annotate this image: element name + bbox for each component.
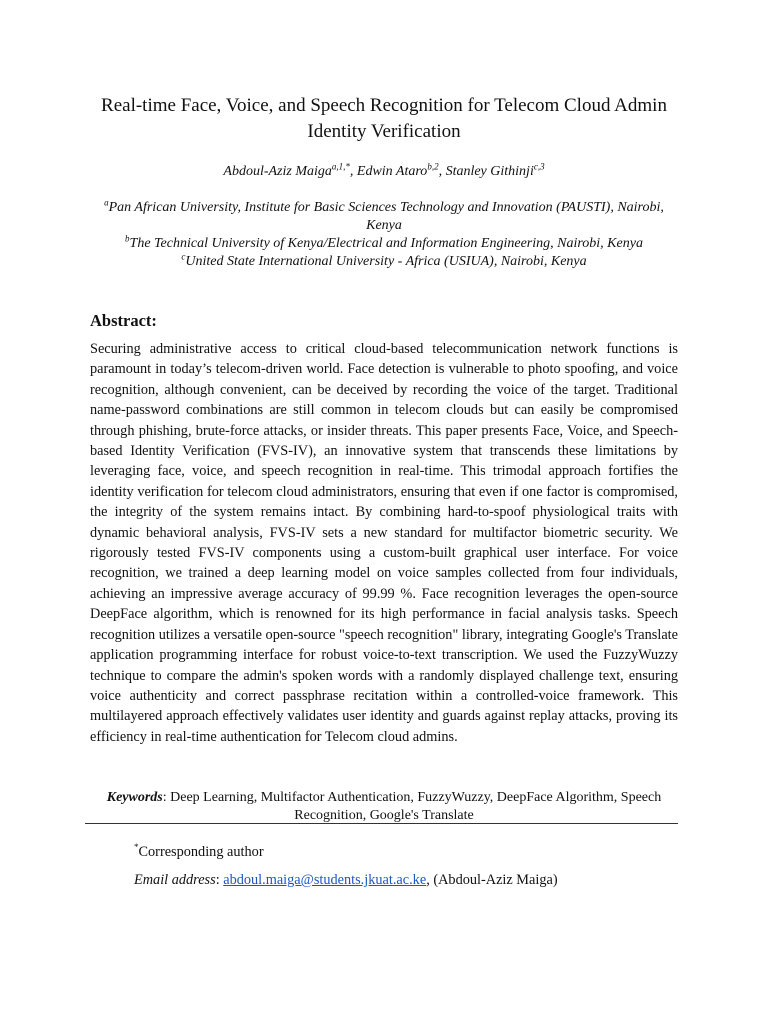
author-affiliation-mark: a,1,* [331, 161, 350, 172]
author-name: Edwin Ataro [356, 164, 428, 179]
affiliation-mark: c [181, 251, 186, 262]
affiliation-text: United State International University - Africa (USIUA), Nairobi, Kenya [185, 254, 587, 269]
author-affiliation-mark: b,2 [427, 161, 439, 172]
footnote-divider [85, 823, 678, 824]
abstract-heading: Abstract: [90, 311, 157, 330]
affiliation-list [90, 199, 678, 271]
email-separator: : [215, 872, 224, 888]
author-list: Abdoul-Aziz Maiga$^{a,1,*}$, Edwin Ataro$^{b,2}$, Stanley Githinji$^{c,3}$ [223, 161, 545, 179]
keywords-text: : Deep Learning, Multifactor Authentication, FuzzyWuzzy, DeepFace Algorithm, Speech Recognition, Google's Translate [162, 790, 662, 823]
email-line [134, 871, 558, 889]
corresponding-author-label: Corresponding author [138, 844, 264, 860]
email-label: Email address [134, 872, 216, 888]
corresponding-author-note [134, 843, 264, 861]
affiliation-item [90, 235, 678, 253]
affiliation-item [90, 253, 678, 271]
keywords-block [90, 789, 678, 824]
affiliation-text: The Technical University of Kenya/Electrical and Information Engineering, Nairobi, Kenya [129, 236, 643, 251]
email-link[interactable]: abdoul.maiga@students.jkuat.ac.ke [223, 872, 427, 888]
footnote-mark: * [134, 842, 139, 853]
abstract-body: Securing administrative access to critical cloud-based telecommunication network functions is paramount in today’s telecom-driven world. Face detection is vulnerable to photo spoofing, and voice recognition, although convenient, can be deceived by recording the voice of the target. Traditional name-password combinations are still common in telecom clouds but can easily be compromised through phishing, brute-force attacks, or insider threats. This paper presents Face, Voice, and Speech-based Identity Verification (FVS-IV), an innovative system that transcends these limitations by leveraging face, voice, and speech recognition in real-time. This trimodal approach fortifies the identity verification for telecom cloud administrators, ensuring that even if one factor is compromised, the integrity of the system remains intact. By combining hard-to-spoof physiological traits with dynamic behavioral analysis, FVS-IV sets a new standard for multifactor biometric security. We rigorously tested FVS-IV components using a custom-built graphical user interface. For voice recognition, we trained a deep learning model on voice samples collected from four individuals, achieving an impressive average accuracy of 99.99 %. Face recognition leverages the open-source DeepFace algorithm, which is renowned for its high performance in facial analysis tasks. Speech recognition utilizes a versatile open-source "speech recognition" library, integrating Google's Translate application programming interface for robust voice-to-text transcription. We used the FuzzyWuzzy technique to compare the admin's spoken words with a randomly displayed challenge text, ensuring voice authenticity and correct passphrase recitation within a controlled-voice framework. This multilayered approach effectively validates user identity and guards against replay attacks, proving its efficiency in real-time authentication for Telecom cloud admins. [90, 341, 678, 745]
author-name: Stanley Githinji [445, 164, 534, 179]
author-affiliation-mark: c,3 [533, 161, 545, 172]
affiliation-item [90, 199, 678, 235]
author-name: Abdoul-Aziz Maiga [223, 164, 332, 179]
email-owner: , (Abdoul-Aziz Maiga) [426, 872, 558, 888]
paper-title: Real-time Face, Voice, and Speech Recognition for Telecom Cloud Admin Identity Verification [101, 95, 667, 142]
keywords-label: Keywords [106, 790, 163, 805]
affiliation-mark: a [104, 197, 109, 208]
affiliation-mark: b [125, 233, 130, 244]
affiliation-text: Pan African University, Institute for Basic Sciences Technology and Innovation (PAUSTI), Nairobi, Kenya [108, 200, 664, 233]
